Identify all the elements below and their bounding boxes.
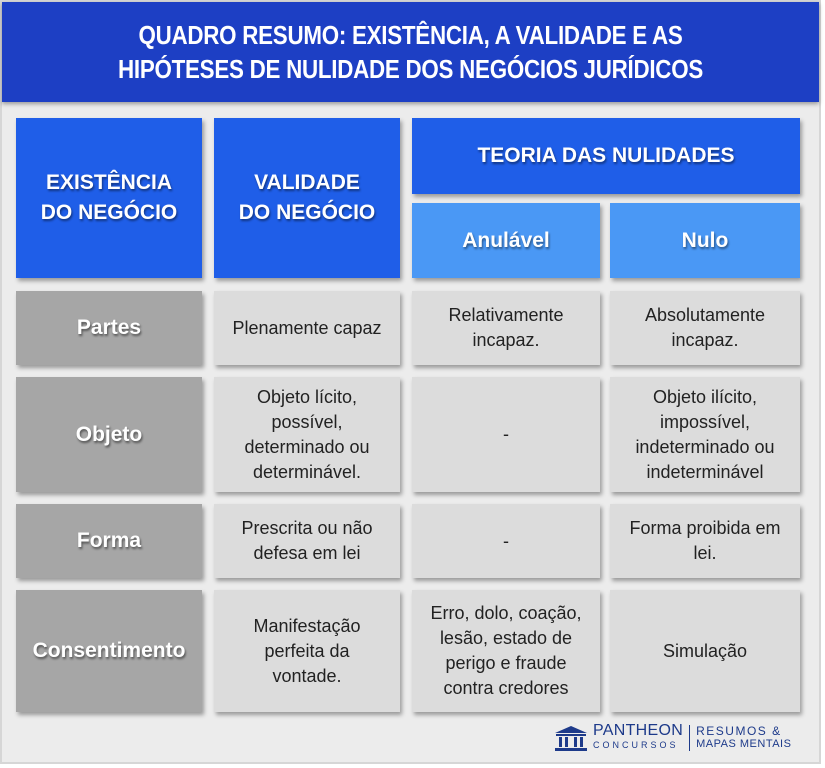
row-label-text: Objeto <box>75 422 143 446</box>
header-anulavel <box>412 203 600 278</box>
cell-text: - <box>503 530 509 551</box>
header-anulavel-label: Anulável <box>462 228 550 252</box>
header-nulo-label: Nulo <box>681 228 729 252</box>
logo-brand <box>593 724 683 752</box>
row-label-consentimento <box>16 590 202 712</box>
pantheon-logo <box>553 722 803 754</box>
cell-objeto-anulavel <box>412 377 600 492</box>
logo-tagline <box>696 725 791 751</box>
cell-text: Objeto lícito, possível, determinado ou determinável. <box>244 386 370 482</box>
header-validade-label: VALIDADE DO NEGÓCIO <box>238 171 376 224</box>
cell-text: Erro, dolo, coação, lesão, estado de perigo e fraude contra credores <box>430 603 582 698</box>
cell-forma-anulavel <box>412 504 600 578</box>
logo-brand-name: PANTHEON <box>593 722 684 739</box>
header-existencia <box>16 118 202 278</box>
row-label-objeto <box>16 377 202 492</box>
logo-tagline-line2: MAPAS MENTAIS <box>696 738 792 750</box>
row-label-partes <box>16 291 202 365</box>
page-title-text: QUADRO RESUMO: EXISTÊNCIA, A VALIDADE E AS HIPÓTESES DE NULIDADE DOS NEGÓCIOS JURÍDICOS <box>117 20 703 84</box>
row-label-forma <box>16 504 202 578</box>
cell-consentimento-anulavel <box>412 590 600 712</box>
cell-consentimento-validade <box>214 590 400 712</box>
cell-text: - <box>503 424 509 444</box>
row-label-text: Consentimento <box>32 639 186 662</box>
cell-objeto-nulo <box>610 377 800 492</box>
cell-text: Objeto ilícito, impossível, indeterminado ou indeterminável <box>635 386 775 482</box>
pantheon-pillars-icon <box>553 724 589 752</box>
header-existencia-label: EXISTÊNCIA DO NEGÓCIO <box>40 171 178 224</box>
cell-text: Manifestação perfeita da vontade. <box>253 615 361 686</box>
logo-divider <box>689 725 690 751</box>
cell-text: Prescrita ou não defesa em lei <box>241 518 373 563</box>
header-nulo <box>610 203 800 278</box>
cell-forma-validade <box>214 504 400 578</box>
cell-text: Simulação <box>662 640 748 661</box>
cell-partes-validade <box>214 291 400 365</box>
cell-text: Relativamente incapaz. <box>448 305 564 350</box>
row-label-text: Partes <box>76 316 142 339</box>
header-teoria-label: TEORIA DAS NULIDADES <box>477 144 735 167</box>
logo-tagline-line1: RESUMOS & <box>696 724 782 738</box>
page-title <box>2 2 819 102</box>
header-validade <box>214 118 400 278</box>
cell-consentimento-nulo <box>610 590 800 712</box>
cell-text: Absolutamente incapaz. <box>644 305 766 350</box>
cell-text: Plenamente capaz <box>232 317 382 338</box>
cell-objeto-validade <box>214 377 400 492</box>
cell-partes-nulo <box>610 291 800 365</box>
header-teoria-nulidades <box>412 118 800 194</box>
logo-brand-sub: CONCURSOS <box>593 740 679 750</box>
row-label-text: Forma <box>76 529 142 552</box>
cell-partes-anulavel <box>412 291 600 365</box>
cell-forma-nulo <box>610 504 800 578</box>
cell-text: Forma proibida em lei. <box>629 518 781 563</box>
